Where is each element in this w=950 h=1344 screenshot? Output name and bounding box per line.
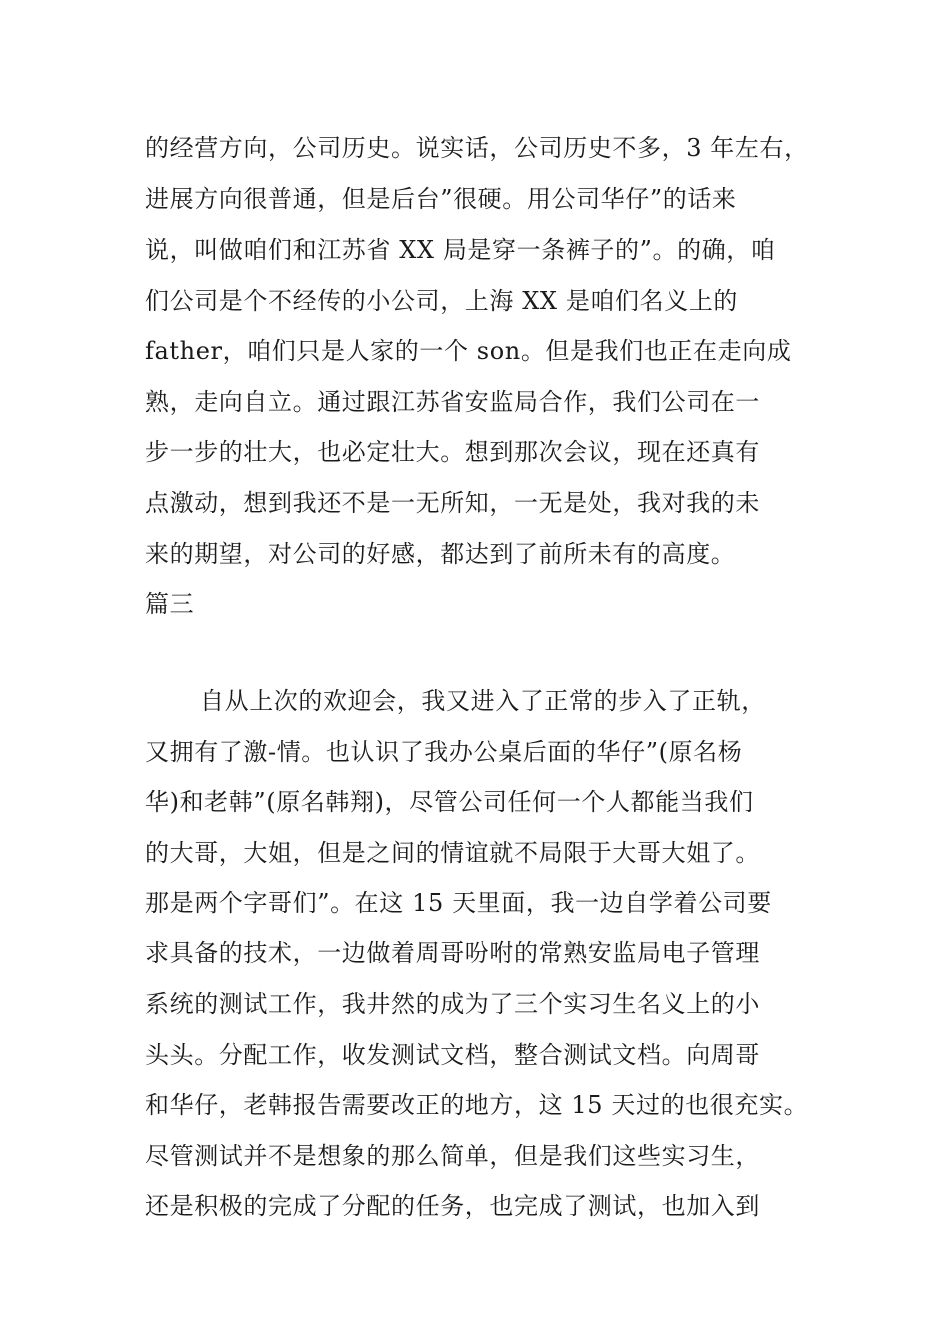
text-line: 们公司是个不经传的小公司，上海 XX 是咱们名义上的 xyxy=(145,287,739,315)
text-line: 和华仔，老韩报告需要改正的地方，这 15 天过的也很充实。 xyxy=(145,1091,809,1119)
text-line: 那是两个字哥们”。在这 15 天里面，我一边自学着公司要 xyxy=(145,889,772,917)
text-line: 说，叫做咱们和江苏省 XX 局是穿一条裤子的”。的确，咱 xyxy=(145,236,776,264)
text-line: 还是积极的完成了分配的任务，也完成了测试，也加入到 xyxy=(145,1192,760,1220)
text-line: 求具备的技术，一边做着周哥吩咐的常熟安监局电子管理 xyxy=(145,939,760,967)
text-line: 的经营方向，公司历史。说实话，公司历史不多，3 年左右， xyxy=(145,134,809,162)
text-line: 系统的测试工作，我井然的成为了三个实习生名义上的小 xyxy=(145,990,760,1018)
section-heading: 篇三 xyxy=(145,590,195,618)
text-line: 步一步的壮大，也必定壮大。想到那次会议，现在还真有 xyxy=(145,438,760,466)
text-line: 自从上次的欢迎会，我又进入了正常的步入了正轨， xyxy=(200,687,766,715)
text-line: 头头。分配工作，收发测试文档，整合测试文档。向周哥 xyxy=(145,1041,760,1069)
text-line: 尽管测试并不是想象的那么简单，但是我们这些实习生， xyxy=(145,1142,760,1170)
text-line: 又拥有了激-情。也认识了我办公桌后面的华仔”(原名杨 xyxy=(145,738,743,766)
text-line: 的大哥，大姐，但是之间的情谊就不局限于大哥大姐了。 xyxy=(145,839,760,867)
text-line: 熟，走向自立。通过跟江苏省安监局合作，我们公司在一 xyxy=(145,388,760,416)
text-line: 进展方向很普通，但是后台”很硬。用公司华仔”的话来 xyxy=(145,185,737,213)
text-line: 华)和老韩”(原名韩翔)，尽管公司任何一个人都能当我们 xyxy=(145,788,754,816)
text-line: 来的期望，对公司的好感，都达到了前所未有的高度。 xyxy=(145,540,736,568)
text-line: father，咱们只是人家的一个 son。但是我们也正在走向成 xyxy=(145,337,792,365)
text-line: 点激动，想到我还不是一无所知，一无是处，我对我的未 xyxy=(145,489,760,517)
